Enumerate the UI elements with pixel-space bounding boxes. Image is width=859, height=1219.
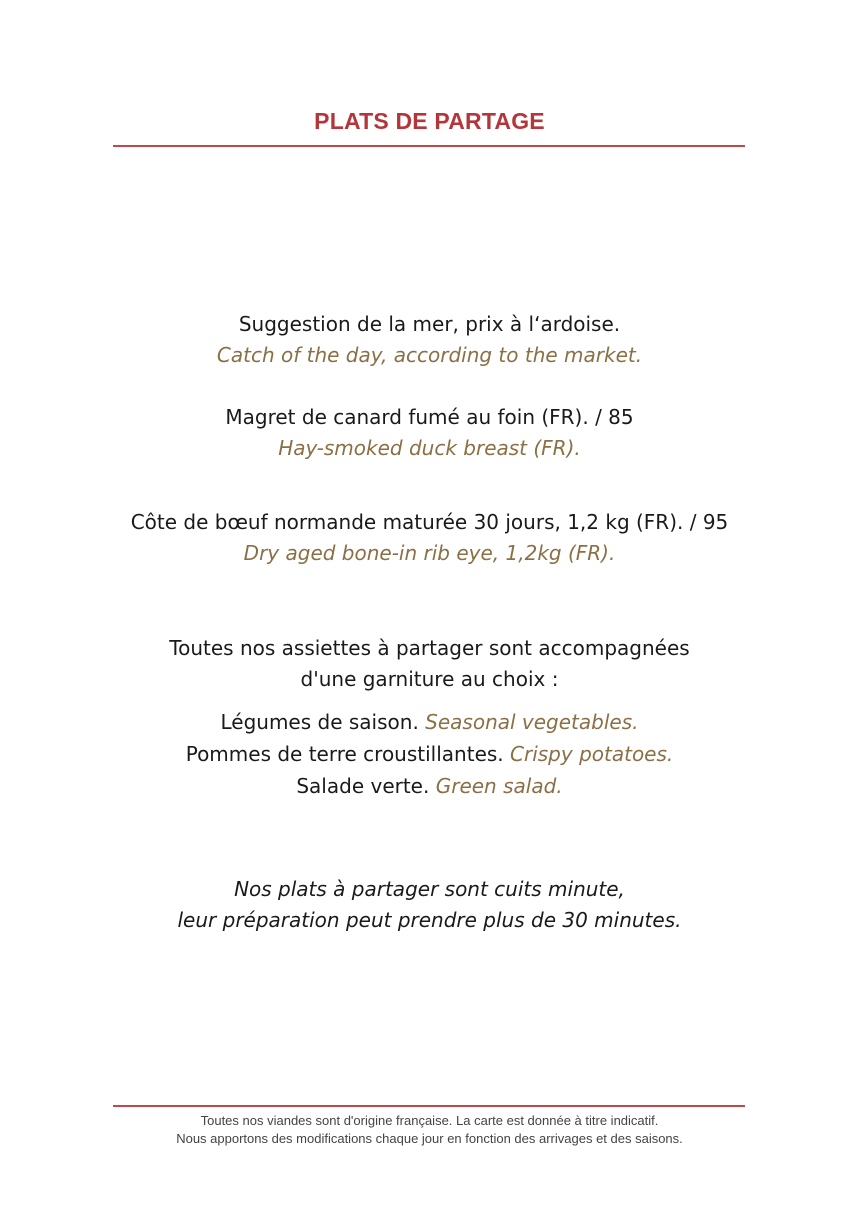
side-name-fr: Pommes de terre croustillantes.	[185, 742, 504, 766]
side-name-fr: Légumes de saison.	[220, 710, 419, 734]
dish-name-fr: Suggestion de la mer, prix à l‘ardoise.	[238, 312, 621, 336]
header-divider	[113, 145, 745, 147]
dish-name-en: Dry aged bone-in rib eye, 1,2kg (FR).	[243, 541, 616, 565]
side-item	[0, 738, 859, 770]
dish-name-fr: Côte de bœuf normande maturée 30 jours, 1,2 kg (FR). / 95	[130, 510, 729, 534]
sides-intro	[0, 633, 859, 695]
sides-intro-line: Toutes nos assiettes à partager sont accompagnées	[169, 636, 690, 660]
dish-name-en: Hay-smoked duck breast (FR).	[278, 436, 581, 460]
side-item	[0, 770, 859, 802]
dish-item	[0, 402, 859, 464]
footer	[0, 1112, 859, 1148]
sides-intro-line: d'une garniture au choix :	[300, 667, 559, 691]
side-name-fr: Salade verte.	[296, 774, 430, 798]
side-name-en: Seasonal vegetables.	[425, 710, 639, 734]
footer-divider	[113, 1105, 745, 1107]
page-title: PLATS DE PARTAGE	[314, 108, 545, 134]
cooking-note-line: Nos plats à partager sont cuits minute,	[234, 877, 625, 901]
dish-item	[0, 309, 859, 371]
footer-line: Toutes nos viandes sont d'origine française. La carte est donnée à titre indicatif.	[200, 1113, 659, 1128]
dish-name-fr: Magret de canard fumé au foin (FR). / 85	[225, 405, 634, 429]
dish-name-en: Catch of the day, according to the market.	[216, 343, 643, 367]
footer-line: Nous apportons des modifications chaque jour en fonction des arrivages et des saisons.	[176, 1131, 683, 1146]
side-name-en: Crispy potatoes.	[510, 742, 674, 766]
dish-item	[0, 507, 859, 569]
sides-list	[0, 706, 859, 802]
cooking-note	[0, 874, 859, 936]
side-name-en: Green salad.	[435, 774, 563, 798]
cooking-note-line: leur préparation peut prendre plus de 30 minutes.	[177, 908, 682, 932]
side-item	[0, 706, 859, 738]
